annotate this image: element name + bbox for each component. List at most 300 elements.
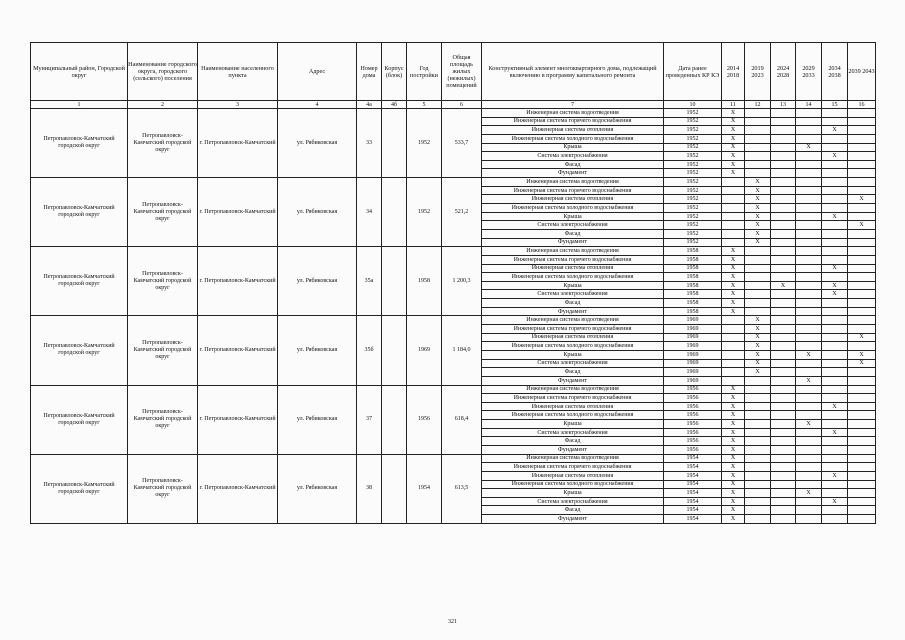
period-mark-cell: X [745,178,771,187]
period-mark-cell [796,281,822,290]
period-mark-cell [848,109,876,118]
period-mark-cell: X [722,480,745,489]
settlement-cell: Петропавловск-Камчатский городской округ [128,316,198,385]
header-period-2024-2028: 2024 2028 [771,43,796,101]
period-mark-cell [822,350,848,359]
column-number-cell: 2 [128,101,198,109]
period-mark-cell [745,143,771,152]
period-mark-cell [771,394,796,403]
previous-repair-date-cell: 1954 [664,506,722,515]
period-mark-cell [771,506,796,515]
block-cell [382,385,407,454]
district-cell: Петропавловск-Камчатский городской округ [31,454,128,523]
period-mark-cell [822,160,848,169]
locality-cell: г. Петропавловск-Камчатский [198,316,278,385]
period-mark-cell [722,376,745,385]
period-mark-cell: X [722,394,745,403]
period-mark-cell [771,307,796,316]
header-previous-repair-date: Дата ранее проведенных КР КЭ [664,43,722,101]
block-cell [382,316,407,385]
period-mark-cell [796,342,822,351]
locality-cell: г. Петропавловск-Камчатский [198,109,278,178]
previous-repair-date-cell: 1952 [664,212,722,221]
period-mark-cell [745,515,771,524]
period-mark-cell [771,178,796,187]
period-mark-cell [745,506,771,515]
element-cell: Инженерная система водоотведения [482,247,664,256]
period-mark-cell [848,229,876,238]
period-mark-cell: X [745,316,771,325]
period-mark-cell [771,109,796,118]
period-mark-cell [848,204,876,213]
period-mark-cell [848,134,876,143]
period-mark-cell: X [745,229,771,238]
period-mark-cell: X [722,411,745,420]
period-mark-cell [848,471,876,480]
period-mark-cell [771,186,796,195]
period-mark-cell [745,454,771,463]
period-mark-cell [822,325,848,334]
period-mark-cell [822,247,848,256]
period-mark-cell [722,204,745,213]
period-mark-cell [848,411,876,420]
period-mark-cell: X [722,437,745,446]
previous-repair-date-cell: 1952 [664,178,722,187]
element-cell: Инженерная система холодного водоснабжения [482,273,664,282]
period-mark-cell [745,471,771,480]
element-cell: Инженерная система водоотведения [482,109,664,118]
period-mark-cell [745,497,771,506]
previous-repair-date-cell: 1956 [664,402,722,411]
period-mark-cell: X [722,290,745,299]
period-mark-cell: X [722,445,745,454]
period-mark-cell: X [848,195,876,204]
period-mark-cell [745,428,771,437]
period-mark-cell [848,117,876,126]
period-mark-cell [822,109,848,118]
period-mark-cell: X [796,143,822,152]
element-cell: Крыша [482,420,664,429]
period-mark-cell [771,515,796,524]
period-mark-cell [745,160,771,169]
period-mark-cell: X [722,264,745,273]
element-cell: Инженерная система горячего водоснабжения [482,394,664,403]
period-mark-cell [848,178,876,187]
previous-repair-date-cell: 1952 [664,229,722,238]
capital-repair-table [30,42,876,524]
column-number-cell: 12 [745,101,771,109]
settlement-cell: Петропавловск-Камчатский городской округ [128,247,198,316]
element-cell: Инженерная система отопления [482,471,664,480]
period-mark-cell [848,290,876,299]
address-cell: ул. Рябиковская [278,316,357,385]
header-area: Общая площадь жилых (нежилых) помещений [442,43,482,101]
period-mark-cell [745,445,771,454]
period-mark-cell [771,325,796,334]
period-mark-cell: X [796,420,822,429]
period-mark-cell [771,160,796,169]
period-mark-cell [771,299,796,308]
header-structural-element: Конструктивный элемент многоквартирного дома, подлежащий включению в программу капитального ремонта [482,43,664,101]
header-block: Корпус (блок) [382,43,407,101]
previous-repair-date-cell: 1956 [664,420,722,429]
period-mark-cell: X [848,350,876,359]
period-mark-cell [771,368,796,377]
period-mark-cell [771,290,796,299]
period-mark-cell [796,212,822,221]
year-built-cell: 1954 [407,454,442,523]
header-address: Адрес [278,43,357,101]
period-mark-cell: X [822,402,848,411]
district-cell: Петропавловск-Камчатский городской округ [31,316,128,385]
element-cell: Инженерная система холодного водоснабжения [482,411,664,420]
address-cell: ул. Рябиковская [278,385,357,454]
period-mark-cell [771,212,796,221]
element-cell: Фасад [482,506,664,515]
period-mark-cell [822,221,848,230]
element-cell: Инженерная система холодного водоснабжения [482,480,664,489]
period-mark-cell [796,255,822,264]
period-mark-cell: X [722,515,745,524]
period-mark-cell [822,186,848,195]
period-mark-cell [796,325,822,334]
building-group [31,385,876,454]
period-mark-cell [796,109,822,118]
column-number-cell: 1 [31,101,128,109]
period-mark-cell [796,506,822,515]
period-mark-cell [796,117,822,126]
period-mark-cell [822,420,848,429]
period-mark-cell: X [722,143,745,152]
period-mark-cell [722,212,745,221]
period-mark-cell [745,394,771,403]
period-mark-cell [848,420,876,429]
period-mark-cell [796,247,822,256]
address-cell: ул. Рябиковская [278,109,357,178]
period-mark-cell [822,394,848,403]
period-mark-cell [796,471,822,480]
period-mark-cell [848,238,876,247]
element-cell: Крыша [482,489,664,498]
district-cell: Петропавловск-Камчатский городской округ [31,247,128,316]
column-number-cell: 11 [722,101,745,109]
period-mark-cell [796,169,822,178]
period-mark-cell [796,480,822,489]
period-mark-cell [796,178,822,187]
period-mark-cell [722,221,745,230]
table-row [31,454,876,463]
period-mark-cell [722,359,745,368]
header-period-2019-2023: 2019 2023 [745,43,771,101]
previous-repair-date-cell: 1952 [664,134,722,143]
period-mark-cell [822,411,848,420]
period-mark-cell [771,359,796,368]
column-number-cell: 10 [664,101,722,109]
period-mark-cell [822,445,848,454]
period-mark-cell: X [745,204,771,213]
period-mark-cell [848,316,876,325]
previous-repair-date-cell: 1952 [664,169,722,178]
period-mark-cell: X [848,359,876,368]
element-cell: Фасад [482,160,664,169]
period-mark-cell [848,325,876,334]
period-mark-cell [796,290,822,299]
period-mark-cell: X [822,471,848,480]
period-mark-cell [722,178,745,187]
column-number-cell: 5 [407,101,442,109]
locality-cell: г. Петропавловск-Камчатский [198,454,278,523]
house-number-cell: 33 [357,109,382,178]
element-cell: Фундамент [482,515,664,524]
address-cell: ул. Рябиковская [278,178,357,247]
period-mark-cell [745,134,771,143]
period-mark-cell: X [722,420,745,429]
previous-repair-date-cell: 1952 [664,238,722,247]
element-cell: Инженерная система холодного водоснабжения [482,342,664,351]
previous-repair-date-cell: 1954 [664,489,722,498]
period-mark-cell [745,420,771,429]
previous-repair-date-cell: 1954 [664,515,722,524]
period-mark-cell [771,489,796,498]
period-mark-cell: X [722,497,745,506]
period-mark-cell [771,420,796,429]
period-mark-cell [796,411,822,420]
period-mark-cell [848,497,876,506]
table-row [31,178,876,187]
table-row [31,247,876,256]
element-cell: Фундамент [482,169,664,178]
period-mark-cell [771,480,796,489]
previous-repair-date-cell: 1952 [664,204,722,213]
element-cell: Фасад [482,229,664,238]
period-mark-cell [745,255,771,264]
period-mark-cell: X [722,273,745,282]
element-cell: Инженерная система отопления [482,402,664,411]
period-mark-cell [822,169,848,178]
period-mark-cell [745,126,771,135]
period-mark-cell [822,178,848,187]
period-mark-cell [796,333,822,342]
previous-repair-date-cell: 1956 [664,385,722,394]
house-number-cell: 35а [357,247,382,316]
period-mark-cell: X [722,152,745,161]
column-number-cell: 6 [442,101,482,109]
house-number-cell: 34 [357,178,382,247]
period-mark-cell: X [722,385,745,394]
element-cell: Инженерная система горячего водоснабжения [482,117,664,126]
period-mark-cell [822,307,848,316]
column-number-cell: 4а [357,101,382,109]
period-mark-cell [771,273,796,282]
element-cell: Инженерная система водоотведения [482,385,664,394]
period-mark-cell [796,463,822,472]
element-cell: Фундамент [482,376,664,385]
period-mark-cell [745,247,771,256]
period-mark-cell [771,316,796,325]
building-group [31,247,876,316]
period-mark-cell [848,445,876,454]
header-settlement: Наименование городского округа, городского (сельского) поселения [128,43,198,101]
period-mark-cell: X [745,368,771,377]
period-mark-cell [822,229,848,238]
previous-repair-date-cell: 1952 [664,221,722,230]
previous-repair-date-cell: 1952 [664,126,722,135]
period-mark-cell [771,342,796,351]
column-number-cell: 14 [796,101,822,109]
house-number-cell: 35б [357,316,382,385]
period-mark-cell [771,463,796,472]
period-mark-cell [822,342,848,351]
period-mark-cell: X [722,160,745,169]
previous-repair-date-cell: 1969 [664,325,722,334]
element-cell: Инженерная система холодного водоснабжения [482,204,664,213]
period-mark-cell [771,117,796,126]
period-mark-cell [796,152,822,161]
element-cell: Фундамент [482,307,664,316]
period-mark-cell: X [796,376,822,385]
element-cell: Инженерная система водоотведения [482,454,664,463]
period-mark-cell [848,299,876,308]
period-mark-cell [796,385,822,394]
period-mark-cell [822,255,848,264]
period-mark-cell: X [722,169,745,178]
period-mark-cell [848,394,876,403]
period-mark-cell [771,376,796,385]
block-cell [382,454,407,523]
previous-repair-date-cell: 1952 [664,143,722,152]
previous-repair-date-cell: 1958 [664,264,722,273]
previous-repair-date-cell: 1969 [664,376,722,385]
area-cell: 1 184,0 [442,316,482,385]
previous-repair-date-cell: 1954 [664,497,722,506]
period-mark-cell [722,342,745,351]
period-mark-cell: X [745,359,771,368]
address-cell: ул. Рябиковская [278,247,357,316]
period-mark-cell: X [745,238,771,247]
period-mark-cell: X [745,195,771,204]
header-period-2029-2033: 2029 2033 [796,43,822,101]
period-mark-cell [822,515,848,524]
period-mark-cell [771,402,796,411]
district-cell: Петропавловск-Камчатский городской округ [31,178,128,247]
column-number-cell: 7 [482,101,664,109]
period-mark-cell [771,152,796,161]
period-mark-cell [822,506,848,515]
period-mark-cell: X [722,307,745,316]
district-cell: Петропавловск-Камчатский городской округ [31,385,128,454]
period-mark-cell [722,350,745,359]
header-period-2014-2018: 2014 2018 [722,43,745,101]
period-mark-cell [796,221,822,230]
settlement-cell: Петропавловск-Камчатский городской округ [128,454,198,523]
previous-repair-date-cell: 1958 [664,307,722,316]
period-mark-cell: X [822,281,848,290]
period-mark-cell [771,350,796,359]
period-mark-cell: X [822,290,848,299]
period-mark-cell [771,247,796,256]
period-mark-cell: X [796,489,822,498]
period-mark-cell [796,264,822,273]
period-mark-cell [822,385,848,394]
period-mark-cell [771,221,796,230]
period-mark-cell [822,359,848,368]
period-mark-cell [848,169,876,178]
year-built-cell: 1952 [407,178,442,247]
element-cell: Фундамент [482,445,664,454]
previous-repair-date-cell: 1969 [664,316,722,325]
period-mark-cell [722,333,745,342]
period-mark-cell [822,480,848,489]
header-locality: Наименование населенного пункта [198,43,278,101]
period-mark-cell [822,204,848,213]
period-mark-cell [745,402,771,411]
period-mark-cell [796,437,822,446]
element-cell: Инженерная система холодного водоснабжения [482,134,664,143]
period-mark-cell [771,195,796,204]
period-mark-cell: X [822,126,848,135]
period-mark-cell [745,489,771,498]
page-number: 321 [448,619,457,625]
period-mark-cell [745,411,771,420]
period-mark-cell [796,307,822,316]
period-mark-cell [745,307,771,316]
period-mark-cell [745,480,771,489]
area-cell: 521,2 [442,178,482,247]
period-mark-cell [848,385,876,394]
period-mark-cell [771,126,796,135]
period-mark-cell [771,411,796,420]
year-built-cell: 1969 [407,316,442,385]
period-mark-cell [848,515,876,524]
previous-repair-date-cell: 1954 [664,454,722,463]
period-mark-cell [848,489,876,498]
element-cell: Система электроснабжения [482,221,664,230]
period-mark-cell [848,273,876,282]
period-mark-cell: X [822,212,848,221]
previous-repair-date-cell: 1956 [664,411,722,420]
period-mark-cell [822,463,848,472]
period-mark-cell: X [722,402,745,411]
period-mark-cell [722,316,745,325]
previous-repair-date-cell: 1954 [664,480,722,489]
period-mark-cell: X [745,333,771,342]
period-mark-cell [822,437,848,446]
previous-repair-date-cell: 1956 [664,445,722,454]
settlement-cell: Петропавловск-Камчатский городской округ [128,109,198,178]
period-mark-cell [796,160,822,169]
previous-repair-date-cell: 1958 [664,299,722,308]
period-mark-cell [722,325,745,334]
period-mark-cell: X [722,109,745,118]
period-mark-cell: X [745,186,771,195]
table-row [31,316,876,325]
period-mark-cell: X [722,255,745,264]
previous-repair-date-cell: 1952 [664,186,722,195]
element-cell: Инженерная система горячего водоснабжения [482,255,664,264]
previous-repair-date-cell: 1969 [664,342,722,351]
previous-repair-date-cell: 1952 [664,152,722,161]
period-mark-cell [822,299,848,308]
header-year-built: Год постройки [407,43,442,101]
element-cell: Инженерная система горячего водоснабжения [482,186,664,195]
previous-repair-date-cell: 1952 [664,109,722,118]
building-group [31,178,876,247]
period-mark-cell [848,376,876,385]
previous-repair-date-cell: 1958 [664,273,722,282]
previous-repair-date-cell: 1958 [664,281,722,290]
period-mark-cell: X [722,428,745,437]
element-cell: Крыша [482,350,664,359]
